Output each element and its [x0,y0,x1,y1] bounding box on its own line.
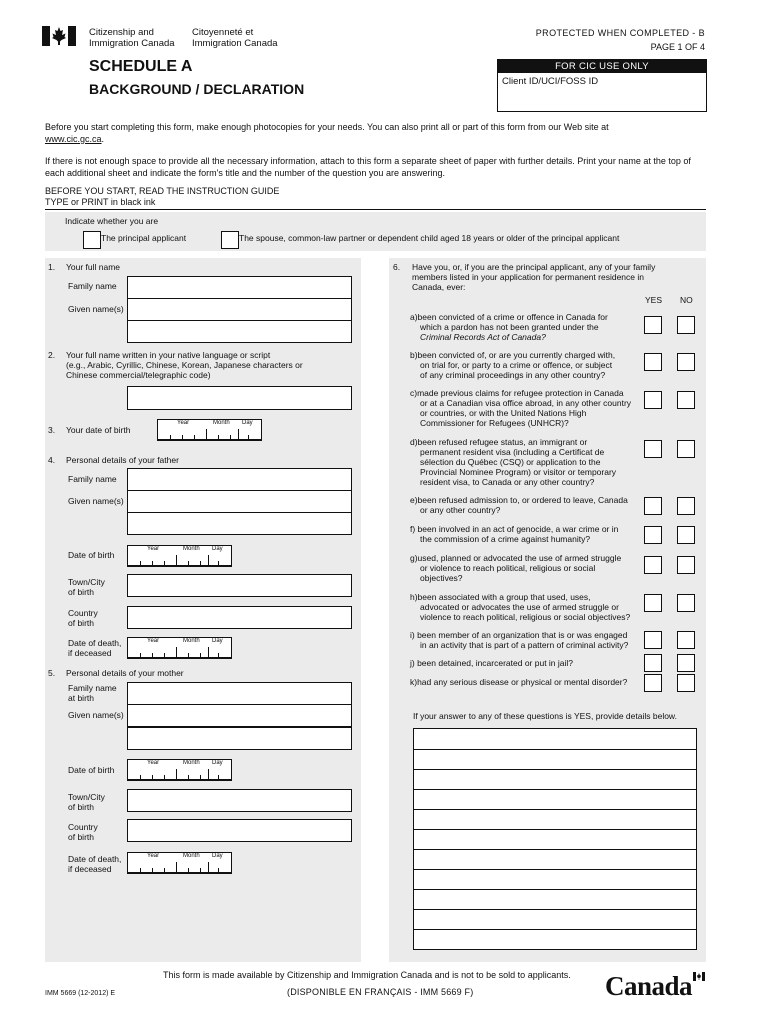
date-tick [140,868,141,873]
q6f-line-1: f) been involved in an act of genocide, a war crime or in [410,524,619,534]
date-tick [188,561,189,566]
mother-country-label-1: Country [68,822,98,832]
question-6k-text: k)had any serious disease or physical or mental disorder? [410,677,628,687]
details-line [414,889,696,890]
mother-given-names-field[interactable] [127,704,352,727]
date-tick [200,775,201,780]
date-month-label: Month [183,638,200,644]
details-instruction: If your answer to any of these questions is YES, provide details below. [413,711,677,721]
details-line [414,929,696,930]
question-6e-text [410,495,628,515]
spouse-dependent-label: The spouse, common-law partner or dependent child aged 18 years or older of the principal applicant [239,233,620,243]
question-6-line-1: Have you, or, if you are the principal applicant, any of your family [412,262,656,272]
q6i-yes-checkbox[interactable] [644,631,662,649]
maple-leaf-icon [52,27,66,45]
date-day-label: Day [212,853,223,859]
date-tick [188,775,189,780]
date-year-label: Year [147,638,160,644]
date-separator [176,555,177,566]
question-1-label: Your full name [66,262,121,272]
client-id-label: Client ID/UCI/FOSS ID [502,76,599,87]
question-6f-text [410,524,618,544]
date-baseline [128,657,231,658]
details-line [414,789,696,790]
mother-town-of-birth-field[interactable] [127,789,352,812]
q6a-no-checkbox[interactable] [677,316,695,334]
date-day-label: Day [212,638,223,644]
date-day-label: Day [242,420,253,426]
details-line [414,869,696,870]
page-number: PAGE 1 OF 4 [650,42,705,52]
question-6-line-3: Canada, ever: [412,282,466,292]
date-separator [208,647,209,658]
q6g-line-3: objectives? [420,573,463,583]
mother-given-names-label: Given name(s) [68,710,124,720]
mother-country-of-birth-field[interactable] [127,819,352,842]
details-line [414,749,696,750]
date-tick [152,868,153,873]
q6d-line-5: resident visa, to Canada or any other country? [420,477,595,487]
applicant-date-of-birth-field[interactable] [157,419,262,441]
mother-town-label [68,792,105,812]
date-baseline [158,439,261,440]
protected-label: PROTECTED WHEN COMPLETED - B [535,28,705,38]
q6d-line-1: d)been refused refugee status, an immigrant or [410,437,588,447]
date-month-label: Month [183,760,200,766]
form-number: IMM 5669 (12-2012) E [45,990,116,997]
question-2-label [66,350,303,380]
father-country-label [68,608,98,628]
father-town-label-2: of birth [68,587,94,597]
applicant-family-name-field[interactable] [127,276,352,299]
date-tick [218,435,219,440]
date-separator [208,555,209,566]
date-tick [194,435,195,440]
date-month-label: Month [183,853,200,859]
question-2-line-2: (e.g., Arabic, Cyrillic, Chinese, Korean, Japanese characters or [66,360,303,370]
date-tick [140,561,141,566]
father-date-of-birth-label: Date of birth [68,550,115,560]
no-column-header: NO [680,295,693,305]
question-2-line-1: Your full name written in your native language or script [66,350,271,360]
principal-applicant-label: The principal applicant [101,233,187,243]
date-tick [218,868,219,873]
date-day-label: Day [212,546,223,552]
date-tick [218,775,219,780]
mother-date-of-birth-label: Date of birth [68,765,115,775]
date-tick [164,868,165,873]
father-given-names-field-2[interactable] [127,512,352,535]
question-number-6: 6. [393,262,401,272]
question-number-5: 5. [48,668,56,678]
q6e-yes-checkbox[interactable] [644,497,662,515]
question-2-line-3: Chinese commercial/telegraphic code) [66,370,211,380]
canada-flag-icon [42,26,76,46]
q6c-yes-checkbox[interactable] [644,391,662,409]
details-line [414,849,696,850]
father-given-names-field[interactable] [127,490,352,513]
question-6d-text [410,437,616,487]
date-separator [208,862,209,873]
q6h-line-3: violence to reach political, religious or social objectives? [420,612,631,622]
q6h-line-2: advocated or advocates the use of armed struggle or [420,602,619,612]
french-availability-note: (DISPONIBLE EN FRANÇAIS - IMM 5669 F) [287,987,474,997]
question-6-line-2: members listed in your application for permanent residence in [412,272,644,282]
date-baseline [128,872,231,873]
mother-death-label-2: if deceased [68,864,112,874]
question-3-label: Your date of birth [66,425,131,435]
q6b-line-2: on trial for, or party to a crime or offence, or subject [420,360,613,370]
form-subtitle: BACKGROUND / DECLARATION [89,81,305,97]
mother-death-label-1: Date of death, [68,854,122,864]
intro-text-1: Before you start completing this form, make enough photocopies for your needs. You can also print all or part of this form from our Web site at [45,122,609,132]
q6g-line-2: or violence to reach political, religious or social [420,563,596,573]
instruction-guide-note: BEFORE YOU START, READ THE INSTRUCTION GUIDE [45,186,280,196]
q6g-no-checkbox[interactable] [677,556,695,574]
father-town-label-1: Town/City [68,577,105,587]
q6h-line-1: h)been associated with a group that used, uses, [410,592,591,602]
divider [45,209,706,210]
department-name-en [89,27,175,49]
cic-use-only-box [497,59,707,112]
q6f-line-2: the commission of a crime against humanity? [420,534,591,544]
question-6i-text [410,630,628,650]
applicant-given-names-field-2[interactable] [127,320,352,343]
date-tick [140,653,141,658]
q6g-yes-checkbox[interactable] [644,556,662,574]
question-number-4: 4. [48,455,56,465]
q6c-no-checkbox[interactable] [677,391,695,409]
date-tick [152,561,153,566]
q6a-yes-checkbox[interactable] [644,316,662,334]
q6i-line-1: i) been member of an organization that is or was engaged [410,630,628,640]
date-tick [230,435,231,440]
footer-notice: This form is made available by Citizenship and Immigration Canada and is not to be sold to applicants. [163,970,571,980]
indicate-label: Indicate whether you are [65,216,159,226]
father-family-name-label: Family name [68,474,117,484]
q6i-no-checkbox[interactable] [677,631,695,649]
principal-applicant-checkbox[interactable] [83,231,101,249]
q6e-line-2: or any other country? [420,505,501,515]
q6j-no-checkbox[interactable] [677,654,695,672]
q6k-no-checkbox[interactable] [677,674,695,692]
date-day-label: Day [212,760,223,766]
department-name-fr [192,27,278,49]
q6g-line-1: g)used, planned or advocated the use of armed struggle [410,553,622,563]
date-tick [248,435,249,440]
native-script-name-field[interactable] [127,386,352,410]
date-year-label: Year [177,420,190,426]
q6c-line-2: or at a Canadian visa office abroad, in any other country [420,398,632,408]
mother-date-of-birth-field[interactable] [127,759,232,781]
form-title: SCHEDULE A [89,58,193,75]
q6d-line-3: sélection du Québec (CSQ) or application to the [420,457,601,467]
type-print-note: TYPE or PRINT in black ink [45,197,156,207]
date-separator [238,429,239,440]
dept-fr-line1: Citoyenneté et [192,27,254,38]
date-separator [176,647,177,658]
intro-paragraph-1: Before you start completing this form, make enough photocopies for your needs. You can also print all or part of this form from our Web site at www.cic.gc.ca. [45,122,609,144]
wordmark-flag-icon [693,972,705,981]
q6e-no-checkbox[interactable] [677,497,695,515]
date-tick [188,868,189,873]
father-death-label [68,638,121,658]
applicant-family-name-label: Family name [68,281,117,291]
q6d-no-checkbox[interactable] [677,440,695,458]
q6h-yes-checkbox[interactable] [644,594,662,612]
date-year-label: Year [147,853,160,859]
mother-date-of-death-field[interactable] [127,852,232,874]
father-death-label-1: Date of death, [68,638,122,648]
mother-family-name-label [68,683,117,703]
dept-fr-line2: Immigration Canada [192,38,278,49]
question-6g-text [410,553,621,583]
date-tick [152,653,153,658]
date-tick [164,653,165,658]
dept-en-line2: Immigration Canada [89,38,175,49]
canada-wordmark-text: Canada [605,971,693,1001]
q6d-yes-checkbox[interactable] [644,440,662,458]
question-6h-text [410,592,630,622]
mother-family-name-label-1: Family name [68,683,117,693]
father-date-of-birth-field[interactable] [127,545,232,567]
q6d-line-4: Provincial Nominee Program) or visitor or temporary [420,467,617,477]
q6b-no-checkbox[interactable] [677,353,695,371]
date-tick [170,435,171,440]
date-tick [200,561,201,566]
applicant-given-names-label: Given name(s) [68,304,124,314]
date-year-label: Year [147,546,160,552]
date-tick [140,775,141,780]
question-6a-text [410,312,608,342]
q6a-line-2: which a pardon has not been granted under the [420,322,599,332]
date-separator [208,769,209,780]
q6d-line-2: permanent resident visa (including a Certificat de [420,447,605,457]
applicant-given-names-field[interactable] [127,298,352,321]
cic-website-link[interactable]: www.cic.gc.ca [45,134,102,144]
date-separator [176,862,177,873]
q6f-no-checkbox[interactable] [677,526,695,544]
mother-country-label-2: of birth [68,832,94,842]
mother-town-label-2: of birth [68,802,94,812]
q6b-yes-checkbox[interactable] [644,353,662,371]
date-separator [206,429,207,440]
details-text-area[interactable] [413,728,697,950]
yes-column-header: YES [645,295,663,305]
dept-en-line1: Citizenship and [89,27,154,38]
q6h-no-checkbox[interactable] [677,594,695,612]
mother-town-label-1: Town/City [68,792,105,802]
question-number-1: 1. [48,262,56,272]
q6b-line-3: of any criminal proceedings in any other country? [420,370,606,380]
date-tick [218,653,219,658]
date-tick [182,435,183,440]
q6c-line-1: c)made previous claims for refugee protection in Canada [410,388,624,398]
question-number-2: 2. [48,350,56,360]
q6j-yes-checkbox[interactable] [644,654,662,672]
father-country-of-birth-field[interactable] [127,606,352,629]
details-line [414,909,696,910]
instructions [45,186,279,208]
date-tick [152,775,153,780]
date-baseline [128,565,231,566]
father-town-label [68,577,105,597]
cic-use-only-heading: FOR CIC USE ONLY [498,60,706,73]
q6k-yes-checkbox[interactable] [644,674,662,692]
father-town-of-birth-field[interactable] [127,574,352,597]
father-date-of-death-field[interactable] [127,637,232,659]
question-6c-text [410,388,631,428]
father-death-label-2: if deceased [68,648,112,658]
date-year-label: Year [147,760,160,766]
date-tick [164,561,165,566]
mother-country-label [68,822,98,842]
question-number-3: 3. [48,425,56,435]
q6i-line-2: in an activity that is part of a pattern of criminal activity? [420,640,629,650]
date-tick [188,653,189,658]
q6a-line-1: a)been convicted of a crime or offence in Canada for [410,312,608,322]
father-given-names-label: Given name(s) [68,496,124,506]
question-5-label: Personal details of your mother [66,668,184,678]
date-tick [164,775,165,780]
details-line [414,769,696,770]
question-4-label: Personal details of your father [66,455,179,465]
father-family-name-field[interactable] [127,468,352,491]
q6e-line-1: e)been refused admission to, or ordered to leave, Canada [410,495,628,505]
date-month-label: Month [213,420,230,426]
date-baseline [128,779,231,780]
q6a-line-3: Criminal Records Act of Canada? [420,332,546,342]
q6b-line-1: b)been convicted of, or are you currently charged with, [410,350,616,360]
father-country-label-2: of birth [68,618,94,628]
mother-death-label [68,854,121,874]
mother-family-name-label-2: at birth [68,693,94,703]
canada-wordmark [605,971,692,1002]
date-month-label: Month [183,546,200,552]
father-country-label-1: Country [68,608,98,618]
mother-family-name-field[interactable] [127,682,352,705]
date-separator [176,769,177,780]
date-tick [200,868,201,873]
mother-given-names-field-2[interactable] [127,727,352,750]
details-line [414,829,696,830]
details-line [414,809,696,810]
date-tick [218,561,219,566]
question-6b-text [410,350,615,380]
question-6-label [412,262,655,292]
q6c-line-4: Commissioner for Refugees (UNHCR)? [420,418,569,428]
q6f-yes-checkbox[interactable] [644,526,662,544]
spouse-dependent-checkbox[interactable] [221,231,239,249]
question-6j-text: j) been detained, incarcerated or put in jail? [410,658,574,668]
intro-paragraph-2: If there is not enough space to provide all the necessary information, attach to this form a separate sheet of paper with further details. Print your name at the top of each additional sheet and indicate the form's title and the number of the question you are answering. [45,156,691,178]
date-tick [200,653,201,658]
q6c-line-3: or countries, or with the United Nations High [420,408,587,418]
